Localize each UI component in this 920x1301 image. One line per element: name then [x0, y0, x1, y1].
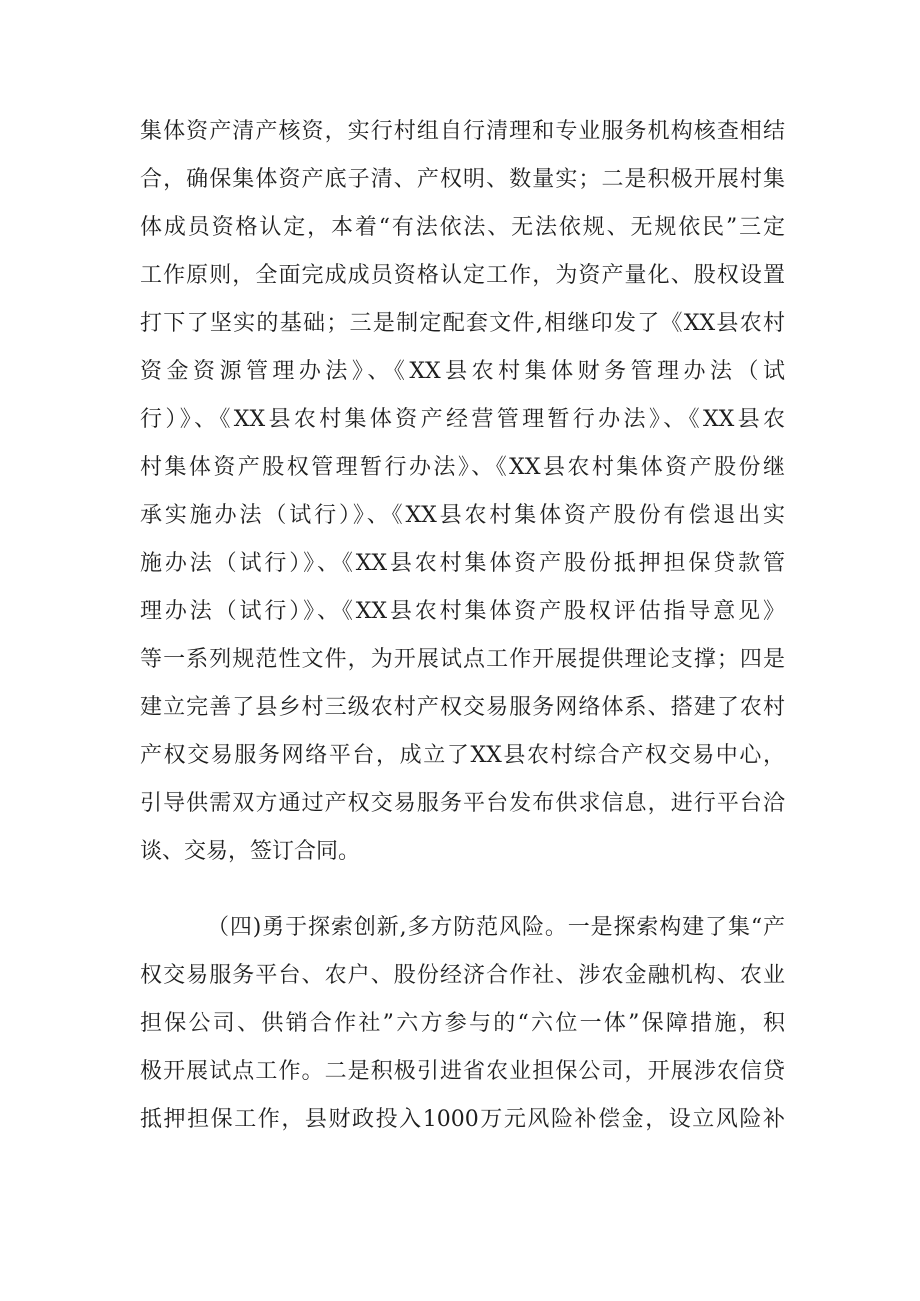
text-line: 体成员资格认定，本着“有法依法、无法依规、无规依民”三定 [140, 215, 785, 240]
text-line: 打下了坚实的基础；三是制定配套文件,相继印发了《XX县农村 [140, 311, 785, 336]
text-line: 承实施办法（试行）》、《XX县农村集体资产股份有偿退出实 [140, 503, 785, 528]
text-line: 产权交易服务网络平台，成立了XX县农村综合产权交易中心， [140, 743, 785, 768]
text-line: 工作原则，全面完成成员资格认定工作，为资产量化、股权设置 [140, 263, 785, 288]
text-line: （四)勇于探索创新,多方防范风险。一是探索构建了集“产 [207, 915, 785, 940]
text-line: 村集体资产股权管理暂行办法》、《XX县农村集体资产股份继 [140, 455, 785, 480]
text-line: 集体资产清产核资，实行村组自行清理和专业服务机构核查相结 [140, 119, 785, 144]
text-line: 建立完善了县乡村三级农村产权交易服务网络体系、搭建了农村 [140, 695, 785, 720]
text-line: 资金资源管理办法》、《XX县农村集体财务管理办法（试 [140, 359, 785, 384]
text-line: 担保公司、供销合作社”六方参与的“六位一体”保障措施，积 [140, 1011, 785, 1036]
text-line: 引导供需双方通过产权交易服务平台发布供求信息，进行平台洽 [140, 791, 785, 816]
text-line: 合，确保集体资产底子清、产权明、数量实；二是积极开展村集 [140, 167, 785, 192]
text-line: 行）》、《XX县农村集体资产经营管理暂行办法》、《XX县农 [140, 407, 785, 432]
text-line: 等一系列规范性文件，为开展试点工作开展提供理论支撑；四是 [140, 647, 785, 672]
text-line: 权交易服务平台、农户、股份经济合作社、涉农金融机构、农业 [140, 963, 785, 988]
text-line: 施办法（试行）》、《XX县农村集体资产股份抵押担保贷款管 [140, 551, 785, 576]
text-line: 理办法（试行）》、《XX县农村集体资产股权评估指导意见》 [140, 599, 785, 624]
text-line: 极开展试点工作。二是积极引进省农业担保公司，开展涉农信贷 [140, 1059, 785, 1084]
text-line: 抵押担保工作，县财政投入1000万元风险补偿金，设立风险补 [140, 1107, 785, 1132]
text-line: 谈、交易，签订合同。 [140, 839, 361, 864]
